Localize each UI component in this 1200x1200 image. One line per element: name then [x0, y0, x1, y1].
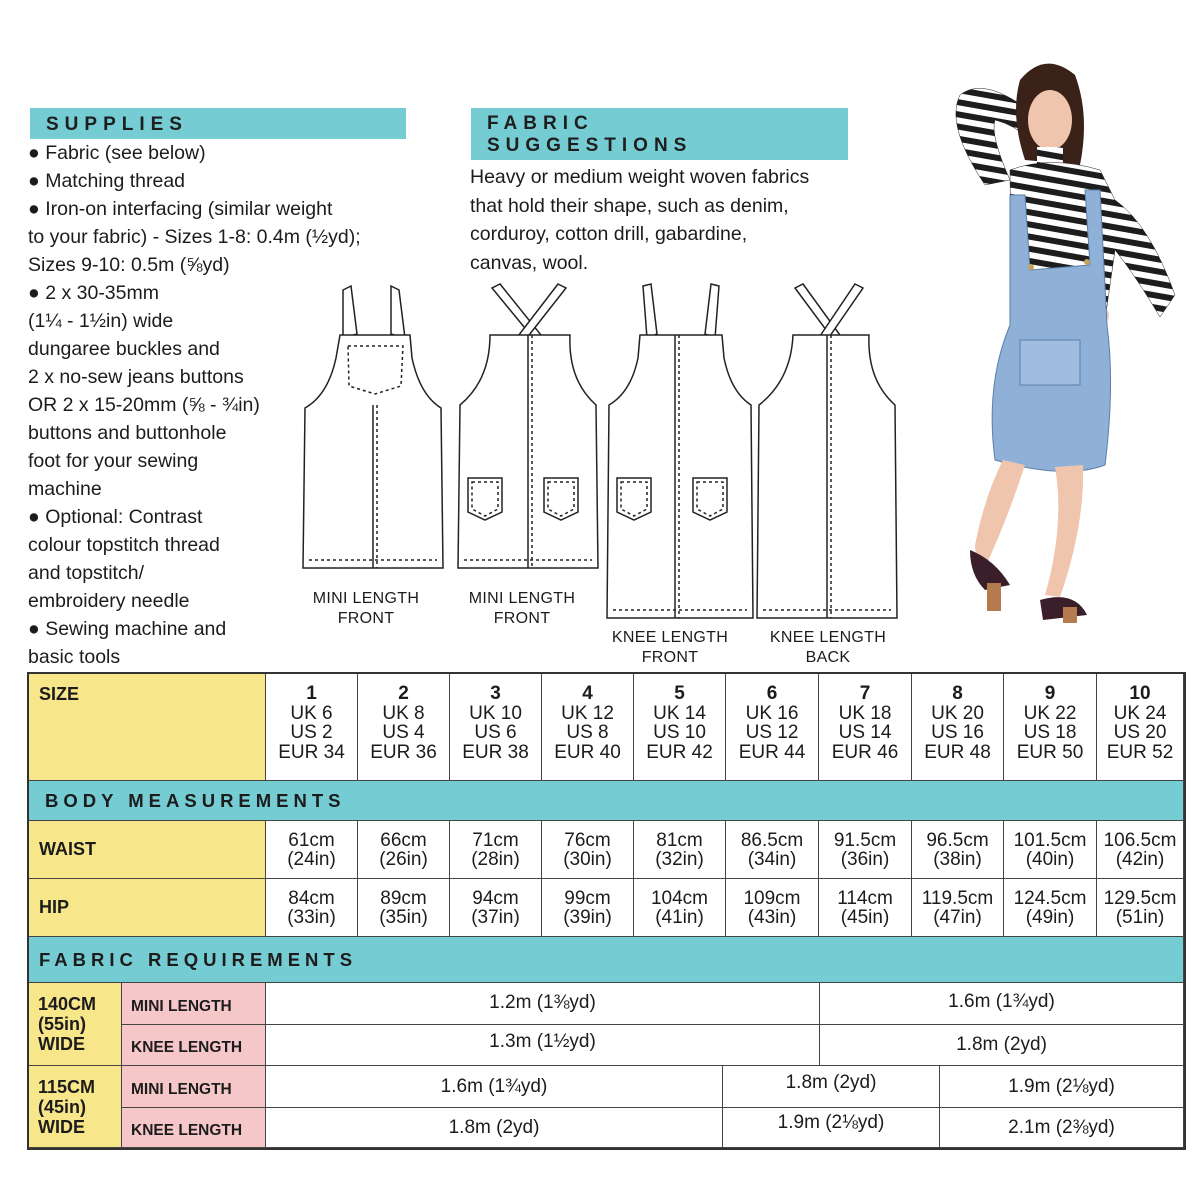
supplies-line: Sizes 9-10: 0.5m (⅝yd)	[28, 254, 230, 276]
caption-mini-front-2: MINI LENGTH FRONT	[468, 590, 576, 627]
size-column-header	[634, 674, 726, 781]
size-eur: EUR 44	[738, 741, 806, 763]
fabric-suggestion-line: corduroy, cotton drill, gabardine,	[470, 223, 748, 245]
waist-measurement	[1004, 821, 1097, 879]
supplies-line: embroidery needle	[28, 590, 190, 612]
measurement-cm: 114cm	[837, 887, 893, 909]
w140-mini-sizes-1-6: 1.2m (1⅜yd)	[266, 983, 820, 1025]
width-140-label: 140CM (55in) WIDE	[29, 983, 122, 1066]
measurement-cm: 106.5cm	[1103, 829, 1177, 851]
waist-measurement	[358, 821, 450, 879]
size-us: US 2	[290, 722, 333, 743]
size-eur: EUR 48	[924, 741, 991, 763]
measurement-in: (26in)	[379, 848, 428, 870]
caption-mini-front-1: MINI LENGTH FRONT	[312, 590, 420, 627]
size-uk: UK 10	[469, 702, 522, 724]
measurement-in: (32in)	[655, 848, 704, 870]
w115-mini-label: MINI LENGTH	[122, 1066, 266, 1108]
w140-mini-label: MINI LENGTH	[122, 983, 266, 1025]
measurement-in: (24in)	[287, 848, 336, 870]
size-us: US 16	[931, 722, 984, 743]
size-num: 3	[490, 683, 501, 704]
garment-illustrations	[295, 280, 910, 620]
size-uk: UK 8	[382, 702, 425, 724]
w140-knee-sizes-7-10: 1.8m (2yd)	[820, 1025, 1184, 1066]
model-photo	[915, 55, 1195, 625]
measurement-cm: 109cm	[743, 887, 801, 909]
measurement-cm: 66cm	[380, 829, 427, 851]
size-eur: EUR 34	[278, 741, 345, 763]
supplies-list	[28, 139, 361, 671]
size-column-header	[542, 674, 634, 781]
size-column-header	[726, 674, 819, 781]
caption-knee-back: KNEE LENGTH BACK	[769, 629, 887, 666]
hip-measurement	[819, 879, 912, 937]
measurement-in: (40in)	[1025, 848, 1075, 870]
size-uk: UK 14	[653, 702, 706, 724]
fabric-suggestions-heading: FABRIC SUGGESTIONS	[471, 108, 848, 160]
waist-measurement	[266, 821, 358, 879]
size-eur: EUR 46	[831, 741, 899, 763]
size-uk: UK 24	[1113, 702, 1167, 724]
supplies-line: foot for your sewing	[28, 450, 199, 472]
measurement-in: (49in)	[1025, 906, 1075, 928]
measurement-cm: 84cm	[288, 887, 335, 909]
size-us: US 14	[838, 722, 892, 743]
measurement-cm: 89cm	[380, 887, 427, 909]
size-eur: EUR 42	[646, 741, 713, 763]
supplies-line: OR 2 x 15-20mm (⅝ - ¾in)	[28, 394, 260, 416]
w115-knee-sizes-1-5: 1.8m (2yd)	[266, 1108, 723, 1148]
waist-measurement	[1097, 821, 1184, 879]
hip-measurement	[266, 879, 358, 937]
waist-measurement	[819, 821, 912, 879]
supplies-line: buttons and buttonhole	[28, 422, 227, 444]
size-us: US 20	[1113, 722, 1167, 743]
supplies-heading: SUPPLIES	[30, 108, 406, 139]
size-uk: UK 6	[290, 702, 333, 724]
supplies-line: machine	[28, 478, 102, 500]
w140-knee-sizes-1-6: 1.3m (1½yd)	[266, 1025, 820, 1066]
size-uk: UK 20	[931, 702, 984, 724]
supplies-line: colour topstitch thread	[28, 534, 220, 556]
measurement-cm: 96.5cm	[926, 829, 989, 851]
measurement-in: (34in)	[747, 848, 797, 870]
w140-mini-sizes-7-10: 1.6m (1¾yd)	[820, 983, 1184, 1025]
supplies-line: ● Iron-on interfacing (similar weight	[28, 198, 333, 220]
supplies-line: (1¼ - 1½in) wide	[28, 310, 174, 332]
measurement-in: (41in)	[655, 906, 704, 928]
size-num: 9	[1044, 683, 1056, 704]
size-column-header	[358, 674, 450, 781]
w115-mini-sizes-8-10: 1.9m (2⅛yd)	[940, 1066, 1184, 1108]
waist-measurement	[634, 821, 726, 879]
waist-label: WAIST	[29, 821, 266, 879]
size-eur: EUR 50	[1016, 741, 1084, 763]
measurement-in: (45in)	[840, 906, 890, 928]
size-num: 7	[859, 683, 871, 704]
size-eur: EUR 40	[554, 741, 621, 763]
supplies-line: to your fabric) - Sizes 1-8: 0.4m (½yd);	[28, 226, 361, 248]
size-column-header	[266, 674, 358, 781]
measurement-cm: 129.5cm	[1103, 887, 1177, 909]
w140-knee-label: KNEE LENGTH	[122, 1025, 266, 1066]
body-measurements-band: BODY MEASUREMENTS	[29, 781, 1184, 821]
waist-measurement	[912, 821, 1004, 879]
size-num: 4	[582, 683, 593, 704]
waist-measurement	[542, 821, 634, 879]
size-num: 10	[1129, 683, 1151, 704]
w115-mini-sizes-1-5: 1.6m (1¾yd)	[266, 1066, 723, 1108]
supplies-line: ● Fabric (see below)	[28, 142, 206, 164]
supplies-line: ● Sewing machine and	[28, 618, 227, 640]
size-column-header	[450, 674, 542, 781]
measurement-in: (42in)	[1115, 848, 1165, 870]
mini-front-illustration	[303, 286, 443, 568]
hip-measurement	[1004, 879, 1097, 937]
size-us: US 10	[653, 722, 706, 743]
fabric-requirements-band: FABRIC REQUIREMENTS	[29, 937, 1184, 983]
size-column-header	[912, 674, 1004, 781]
measurement-cm: 119.5cm	[921, 887, 994, 909]
fabric-suggestion-line: Heavy or medium weight woven fabrics	[470, 166, 810, 188]
size-column-header	[1097, 674, 1184, 781]
supplies-line: basic tools	[28, 646, 121, 668]
size-label-cell: SIZE	[29, 674, 266, 781]
measurement-cm: 104cm	[650, 887, 709, 909]
measurement-in: (37in)	[471, 906, 520, 928]
measurement-in: (30in)	[563, 848, 612, 870]
size-us: US 8	[566, 722, 609, 743]
supplies-line: ● Optional: Contrast	[28, 506, 203, 528]
measurement-cm: 99cm	[564, 887, 611, 909]
size-num: 6	[766, 683, 778, 704]
measurement-cm: 94cm	[472, 887, 519, 909]
size-num: 8	[952, 683, 963, 704]
measurement-in: (43in)	[747, 906, 797, 928]
size-uk: UK 22	[1023, 702, 1077, 724]
supplies-line: and topstitch/	[28, 562, 144, 584]
measurement-cm: 124.5cm	[1013, 887, 1087, 909]
waist-measurement	[450, 821, 542, 879]
knee-front-illustration	[607, 284, 753, 618]
hip-measurement	[634, 879, 726, 937]
hip-measurement	[726, 879, 819, 937]
fabric-suggestions-text	[470, 163, 870, 277]
w115-mini-sizes-6-7: 1.8m (2yd)	[723, 1066, 940, 1108]
measurement-cm: 101.5cm	[1013, 829, 1087, 851]
hip-measurement	[912, 879, 1004, 937]
fabric-suggestion-line: canvas, wool.	[470, 251, 589, 274]
hip-measurement	[542, 879, 634, 937]
measurement-in: (47in)	[933, 906, 982, 928]
measurement-in: (39in)	[563, 906, 612, 928]
size-us: US 12	[745, 722, 799, 743]
size-eur: EUR 38	[462, 741, 529, 763]
size-num: 1	[306, 683, 317, 704]
measurement-in: (38in)	[933, 848, 982, 870]
size-eur: EUR 52	[1106, 741, 1174, 763]
caption-knee-front: KNEE LENGTH FRONT	[611, 629, 729, 666]
w115-knee-label: KNEE LENGTH	[122, 1108, 266, 1148]
hip-measurement	[358, 879, 450, 937]
hip-label: HIP	[29, 879, 266, 937]
supplies-line: ● Matching thread	[28, 170, 186, 192]
measurement-cm: 61cm	[288, 829, 335, 851]
measurement-in: (28in)	[471, 848, 520, 870]
measurement-cm: 86.5cm	[740, 829, 804, 851]
width-115-label: 115CM (45in) WIDE	[29, 1066, 122, 1148]
measurement-cm: 91.5cm	[833, 829, 897, 851]
measurement-in: (51in)	[1115, 906, 1165, 928]
measurement-in: (36in)	[840, 848, 890, 870]
w115-knee-sizes-8-10: 2.1m (2⅜yd)	[940, 1108, 1184, 1148]
size-column-header	[1004, 674, 1097, 781]
measurement-in: (33in)	[287, 906, 336, 928]
size-us: US 4	[382, 722, 425, 743]
measurement-cm: 76cm	[564, 829, 611, 851]
mini-front-pockets-illustration	[458, 284, 598, 568]
supplies-line: dungaree buckles and	[28, 338, 220, 360]
size-uk: UK 16	[745, 702, 799, 724]
waist-measurement	[726, 821, 819, 879]
size-uk: UK 18	[838, 702, 892, 724]
size-column-header	[819, 674, 912, 781]
hip-measurement	[1097, 879, 1184, 937]
measurement-cm: 81cm	[656, 829, 703, 851]
size-num: 2	[398, 683, 409, 704]
measurement-in: (35in)	[379, 906, 428, 928]
hip-measurement	[450, 879, 542, 937]
fabric-suggestion-line: that hold their shape, such as denim,	[470, 194, 789, 217]
supplies-line: 2 x no-sew jeans buttons	[28, 366, 244, 388]
size-us: US 18	[1023, 722, 1077, 743]
w115-knee-sizes-6-7: 1.9m (2⅛yd)	[723, 1108, 940, 1148]
knee-back-illustration	[757, 284, 897, 618]
size-num: 5	[674, 683, 685, 704]
size-eur: EUR 36	[370, 741, 437, 763]
supplies-line: ● 2 x 30-35mm	[28, 282, 159, 304]
size-us: US 6	[474, 722, 517, 743]
size-chart-table	[27, 672, 1186, 1150]
size-uk: UK 12	[561, 702, 614, 724]
measurement-cm: 71cm	[472, 829, 519, 851]
